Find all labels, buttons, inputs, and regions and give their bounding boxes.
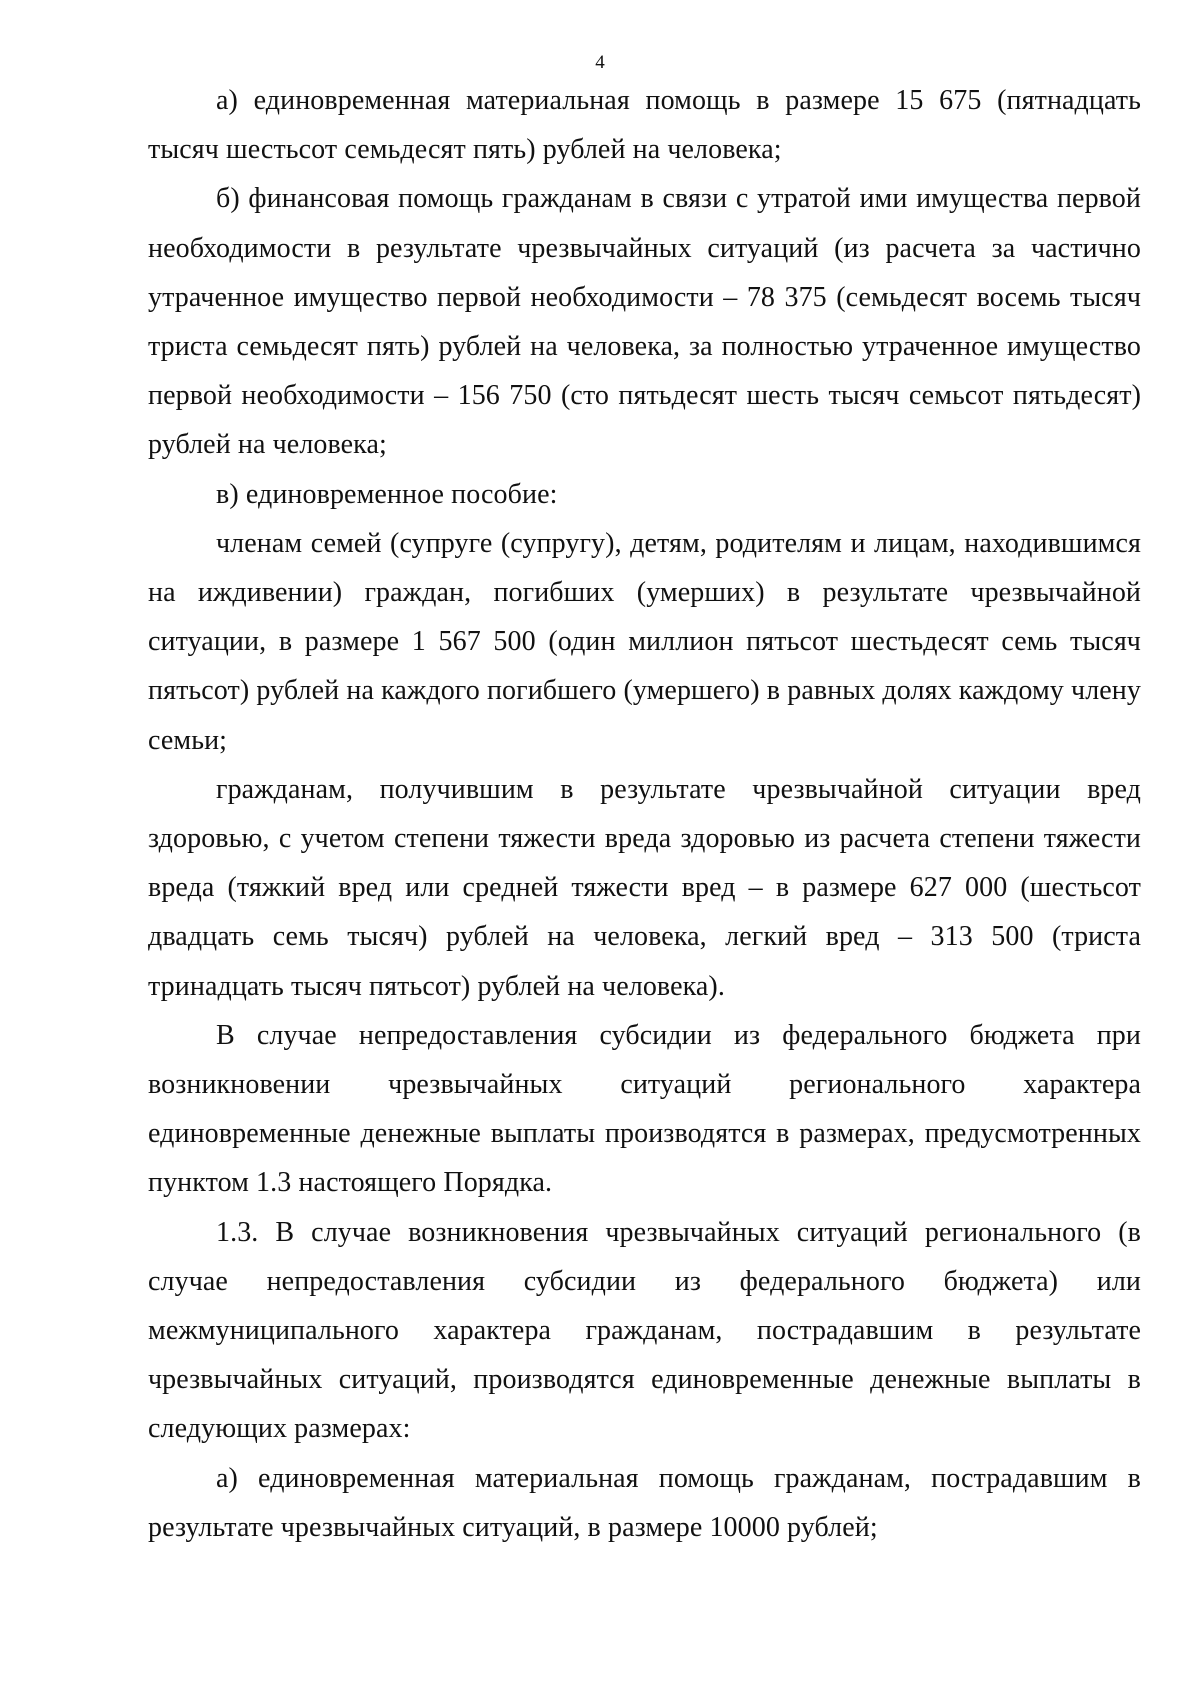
paragraph-regional-material-aid: а) единовременная материальная помощь гражданам, пострадавшим в результате чрезвычайных ситуаций, в размере 10000 рублей;: [148, 1462, 1141, 1543]
paragraph-health-harm: гражданам, получившим в результате чрезвычайной ситуации вред здоровью, с учетом степени тяжести вреда здоровью из расчета степени тяжести вреда (тяжкий вред или средней тяжести вред – в размере 627 000 (шестьсот двадцать семь тысяч) рублей на человека, легкий вред – 313 500 (триста тринадцать тысяч пятьсот) рублей на человека).: [148, 773, 1141, 1002]
document-body: [148, 76, 1141, 1552]
paragraph-one-time-benefit: в) единовременное пособие:: [216, 478, 558, 510]
paragraph-financial-aid: б) финансовая помощь гражданам в связи с утратой ими имущества первой необходимости в результате чрезвычайных ситуаций (из расчета за частично утраченное имущество первой необходимости – 78 375 (семьдесят восемь тысяч триста семьдесят пять) рублей на человека, за полностью утраченное имущество первой необходимости – 156 750 (сто пятьдесят шесть тысяч семьсот пятьдесят) рублей на человека;: [148, 183, 1141, 461]
paragraph-material-aid: а) единовременная материальная помощь в размере 15 675 (пятнадцать тысяч шестьсот семьдесят пять) рублей на человека;: [148, 85, 1141, 166]
paragraph-no-subsidy: В случае непредоставления субсидии из федерального бюджета при возникновении чрезвычайных ситуаций регионального характера единовременные денежные выплаты производятся в размерах, предусмотренных пунктом 1.3 настоящего Порядка.: [148, 1019, 1141, 1199]
paragraph-section-1-3: 1.3. В случае возникновения чрезвычайных ситуаций регионального (в случае непредоставления субсидии из федерального бюджета) или межмуниципального характера гражданам, пострадавшим в результате чрезвычайных ситуаций, производятся единовременные денежные выплаты в следующих размерах:: [148, 1216, 1141, 1445]
paragraph-family-members: членам семей (супруге (супругу), детям, родителям и лицам, находившимся на иждивении) граждан, погибших (умерших) в результате чрезвычайной ситуации, в размере 1 567 500 (один миллион пятьсот шестьдесят семь тысяч пятьсот) рублей на каждого погибшего (умершего) в равных долях каждому члену семьи;: [148, 527, 1141, 756]
page-number: 4: [595, 52, 605, 73]
